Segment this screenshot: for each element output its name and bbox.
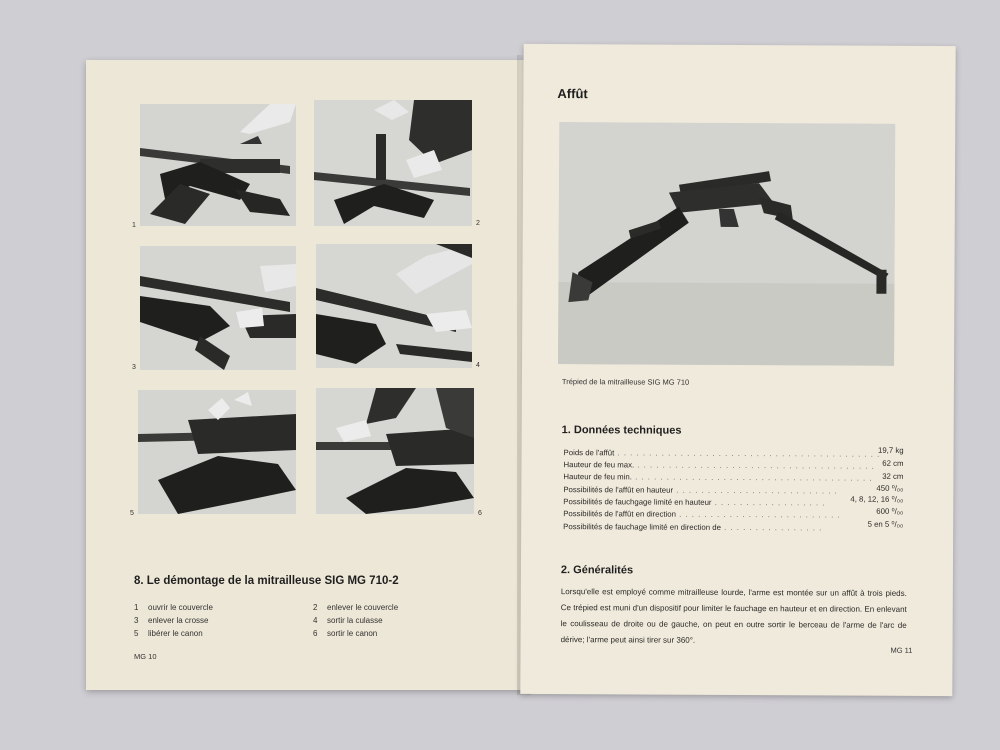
table-row: Hauteur de feu min. . . . . . . . . . . . . . . . . . . . . . . . . . . . . . . . . . . . . . .	[563, 472, 873, 483]
table-row: Possibilités de fauchgage limité en hauteur . . . . . . . . . . . . . . . . . .	[563, 497, 826, 508]
step-number: 2	[313, 603, 318, 612]
disassembly-photo-6	[316, 388, 474, 514]
photo-number: 6	[478, 510, 482, 517]
table-row: Poids de l'affût . . . . . . . . . . . . . . . . . . . . . . . . . . . . . . . . . . . . . . . . . .	[563, 448, 881, 459]
gun-illustration	[138, 390, 296, 514]
tripod-photo	[558, 122, 895, 366]
general-paragraph: Lorsqu'elle est employé comme mitrailleuse lourde, l'arme est montée sur un affût à trois pieds. Ce trépied est muni d'un dispositif pour limiter le fauchage en hauteur et en direction. En enlevant le coulisseau de droite ou de gauche, on peut en outre sortir le berceau de l'arme de l'arc de dérive; l'arme peut ainsi tirer sur 360°.	[560, 587, 907, 645]
right-page	[520, 44, 955, 696]
step-number: 1	[134, 603, 139, 612]
list-item	[134, 627, 304, 640]
section-title-technical-data: 1. Données techniques	[561, 424, 682, 437]
step-number: 5	[134, 629, 139, 638]
list-item	[313, 614, 483, 627]
gun-illustration	[140, 104, 296, 226]
photo-number: 4	[476, 362, 480, 369]
spec-label: Possibilités de fauchage limité en direction de	[563, 522, 721, 532]
spec-value: 5 en 5 ⁰/₀₀	[867, 519, 904, 529]
tripod-illustration	[558, 122, 895, 366]
gun-illustration	[314, 100, 472, 226]
spec-value: 450 ⁰/₀₀	[876, 483, 904, 493]
specs-table	[563, 445, 904, 540]
list-item	[313, 627, 483, 640]
list-item	[134, 601, 304, 614]
table-row: Possibilités de l'affût en direction . . . . . . . . . . . . . . . . . . . . . . . . . .	[563, 509, 841, 520]
gun-illustration	[140, 246, 296, 370]
step-text: enlever la crosse	[148, 616, 209, 625]
disassembly-photo-4	[316, 244, 472, 368]
step-text: sortir la culasse	[327, 616, 383, 625]
spec-value: 62 cm	[882, 458, 904, 468]
spec-value: 32 cm	[882, 471, 904, 481]
spec-label: Possibilités de l'affût en hauteur	[563, 485, 674, 495]
table-row: Possibilités de fauchage limité en direction de . . . . . . . . . . . . . . . .	[563, 522, 823, 533]
spec-value: 19,7 kg	[877, 445, 904, 455]
list-item	[313, 601, 483, 614]
step-text: enlever le couvercle	[327, 603, 399, 612]
spec-label: Poids de l'affût	[563, 448, 615, 458]
spec-label: Possibilités de fauchgage limité en hauteur	[563, 497, 712, 507]
left-page	[86, 60, 528, 690]
step-number: 4	[313, 616, 318, 625]
spec-label: Possibilités de l'affût en direction	[563, 509, 677, 519]
steps-col-right	[313, 601, 483, 640]
disassembly-photo-1	[140, 104, 296, 226]
steps-col-left	[134, 601, 304, 640]
spec-label: Hauteur de feu max.	[563, 460, 635, 470]
disassembly-photo-3	[140, 246, 296, 370]
photo-number: 3	[132, 364, 136, 371]
disassembly-photo-5	[138, 390, 296, 514]
spec-value: 600 ⁰/₀₀	[876, 506, 904, 516]
section-title-general: 2. Généralités	[560, 564, 634, 577]
gun-illustration	[316, 388, 474, 514]
table-row: Hauteur de feu max. . . . . . . . . . . . . . . . . . . . . . . . . . . . . . . . . . . . . . .	[563, 460, 875, 471]
table-row: Possibilités de l'affût en hauteur . . . . . . . . . . . . . . . . . . . . . . . . . .	[563, 485, 838, 496]
list-item	[134, 614, 304, 627]
step-number: 3	[134, 616, 139, 625]
photo-number: 1	[132, 222, 136, 229]
page-number: MG 10	[134, 652, 157, 661]
photo-number: 2	[476, 220, 480, 227]
gun-illustration	[316, 244, 472, 368]
photo-caption: Trépied de la mitrailleuse SIG MG 710	[561, 377, 690, 387]
section-title: 8. Le démontage de la mitrailleuse SIG MG 710-2	[134, 575, 399, 587]
step-text: sortir le canon	[327, 629, 378, 638]
step-text: ouvrir le couvercle	[148, 603, 213, 612]
step-number: 6	[313, 629, 318, 638]
photo-number: 5	[130, 510, 134, 517]
spec-label: Hauteur de feu min.	[563, 472, 632, 482]
disassembly-photo-2	[314, 100, 472, 226]
spec-value: 4, 8, 12, 16 ⁰/₀₀	[850, 494, 904, 504]
page-number: MG 11	[890, 645, 913, 655]
step-text: libérer le canon	[148, 629, 203, 638]
page-title: Affût	[557, 86, 588, 102]
